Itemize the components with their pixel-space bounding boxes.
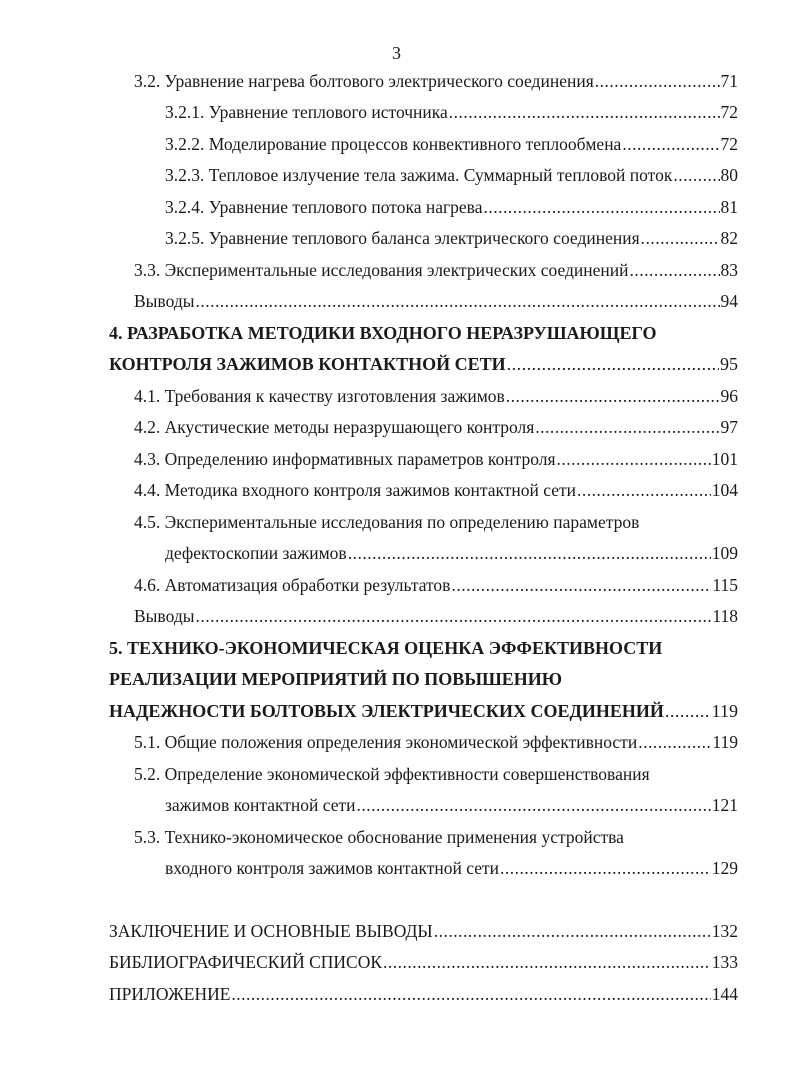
toc-entry-page: 71	[720, 71, 738, 91]
toc-entry-3-2[interactable]	[134, 70, 738, 92]
dot-leader	[577, 479, 711, 501]
dot-leader	[673, 164, 719, 186]
dot-leader	[557, 448, 711, 470]
toc-entry-3-2-2[interactable]	[165, 133, 738, 155]
toc-chapter-4-line1[interactable]: 4. РАЗРАБОТКА МЕТОДИКИ ВХОДНОГО НЕРАЗРУШАЮЩЕГО	[109, 323, 657, 343]
toc-entry-page: 101	[711, 449, 738, 469]
toc-entry-title: 4.2. Акустические методы неразрушающего контроля	[134, 417, 535, 437]
toc-chapter-5-line1[interactable]: 5. ТЕХНИКО-ЭКОНОМИЧЕСКАЯ ОЦЕНКА ЭФФЕКТИВНОСТИ	[109, 638, 663, 658]
toc-entry-page: 72	[720, 134, 738, 154]
toc-entry-title: Выводы	[134, 606, 195, 626]
toc-entry-5-1[interactable]	[134, 731, 738, 753]
toc-entry-page: 144	[711, 984, 738, 1004]
toc-entry-title: ПРИЛОЖЕНИЕ	[109, 984, 231, 1004]
toc-entry-page: 132	[711, 921, 738, 941]
toc-entry-page: 121	[711, 795, 738, 815]
toc-entry-title: 3.2.3. Тепловое излучение тела зажима. Суммарный тепловой поток	[165, 165, 673, 185]
toc-entry-page: 119	[712, 732, 738, 752]
toc-entry-title: КОНТРОЛЯ ЗАЖИМОВ КОНТАКТНОЙ СЕТИ	[109, 354, 506, 374]
toc-entry-title: 3.2.1. Уравнение теплового источника	[165, 102, 448, 122]
dot-leader	[434, 920, 711, 942]
toc-entry-page: 80	[720, 165, 738, 185]
toc-entry-title: 3.2.2. Моделирование процессов конвективного теплообмена	[165, 134, 622, 154]
toc-entry-page: 115	[712, 575, 738, 595]
toc-entry-4-1[interactable]	[134, 385, 738, 407]
dot-leader	[641, 227, 720, 249]
toc-entry-page: 104	[711, 480, 738, 500]
dot-leader	[383, 951, 711, 973]
toc-entry-page: 83	[720, 260, 738, 280]
dot-leader	[231, 983, 710, 1005]
toc-entry-page: 119	[711, 701, 738, 721]
dot-leader	[483, 196, 719, 218]
toc-chapter-5[interactable]	[109, 700, 738, 722]
toc-entry-title: дефектоскопии зажимов	[165, 543, 347, 563]
toc-entry-title: Выводы	[134, 291, 195, 311]
dot-leader	[195, 605, 711, 627]
toc-chapter-5-line2[interactable]: РЕАЛИЗАЦИИ МЕРОПРИЯТИЙ ПО ПОВЫШЕНИЮ	[109, 669, 563, 689]
toc-entry-title: входного контроля зажимов контактной сети	[165, 858, 499, 878]
dot-leader	[195, 290, 719, 312]
toc-entry-3-2-5[interactable]	[165, 227, 738, 249]
dot-leader	[506, 385, 720, 407]
toc-entry-title: 3.2.5. Уравнение теплового баланса электрического соединения	[165, 228, 640, 248]
toc-entry-conclusion[interactable]	[109, 920, 738, 942]
toc-entry-appendix[interactable]	[109, 983, 738, 1005]
dot-leader	[622, 133, 719, 155]
toc-chapter-4[interactable]	[109, 353, 738, 375]
toc-entry-title: 3.2. Уравнение нагрева болтового электрического соединения	[134, 71, 594, 91]
toc-entry-3-3[interactable]	[134, 259, 738, 281]
dot-leader	[348, 542, 711, 564]
toc-entry-4-conclusions[interactable]	[134, 605, 738, 627]
toc-entry-title: 4.4. Методика входного контроля зажимов контактной сети	[134, 480, 577, 500]
dot-leader	[595, 70, 720, 92]
toc-entry-3-2-1[interactable]	[165, 101, 738, 123]
dot-leader	[665, 700, 711, 722]
toc-entry-bibliography[interactable]	[109, 951, 738, 973]
toc-entry-title: 4.6. Автоматизация обработки результатов	[134, 575, 451, 595]
dot-leader	[357, 794, 711, 816]
toc-entry-page: 97	[720, 417, 738, 437]
toc-entry-4-2[interactable]	[134, 416, 738, 438]
toc-entry-5-2-line1[interactable]: 5.2. Определение экономической эффективности совершенствования	[134, 764, 650, 784]
toc-entry-page: 72	[720, 102, 738, 122]
toc-entry-3-2-4[interactable]	[165, 196, 738, 218]
toc-entry-title: 4.1. Требования к качеству изготовления зажимов	[134, 386, 505, 406]
toc-entry-5-3[interactable]	[165, 857, 738, 879]
toc-entry-title: 5.1. Общие положения определения экономической эффективности	[134, 732, 638, 752]
toc-entry-page: 96	[720, 386, 738, 406]
dot-leader	[500, 857, 711, 879]
toc-entry-title: 3.3. Экспериментальные исследования электрических соединений	[134, 260, 629, 280]
toc-entry-page: 82	[720, 228, 738, 248]
toc-entry-title: НАДЕЖНОСТИ БОЛТОВЫХ ЭЛЕКТРИЧЕСКИХ СОЕДИНЕНИЙ	[109, 701, 664, 721]
toc-entry-page: 129	[711, 858, 738, 878]
toc-entry-page: 95	[720, 354, 738, 374]
dot-leader	[449, 101, 720, 123]
toc-entry-4-3[interactable]	[134, 448, 738, 470]
dot-leader	[629, 259, 719, 281]
dot-leader	[535, 416, 719, 438]
toc-entry-3-2-3[interactable]	[165, 164, 738, 186]
toc-entry-page: 81	[720, 197, 738, 217]
toc-entry-title: 4.3. Определению информативных параметров контроля	[134, 449, 556, 469]
toc-entry-3-conclusions[interactable]	[134, 290, 738, 312]
toc-entry-page: 133	[711, 952, 738, 972]
toc-entry-title: 3.2.4. Уравнение теплового потока нагрева	[165, 197, 483, 217]
toc-entry-title: зажимов контактной сети	[165, 795, 356, 815]
toc-entry-4-5[interactable]	[165, 542, 738, 564]
dot-leader	[451, 574, 711, 596]
toc-entry-title: БИБЛИОГРАФИЧЕСКИЙ СПИСОК	[109, 952, 383, 972]
dot-leader	[638, 731, 711, 753]
toc-entry-page: 94	[720, 291, 738, 311]
dot-leader	[507, 353, 719, 375]
toc-entry-page: 118	[712, 606, 738, 626]
toc-entry-4-6[interactable]	[134, 574, 738, 596]
toc-entry-4-5-line1[interactable]: 4.5. Экспериментальные исследования по определению параметров	[134, 512, 640, 532]
toc-entry-page: 109	[711, 543, 738, 563]
toc-entry-5-2[interactable]	[165, 794, 738, 816]
toc-entry-title: ЗАКЛЮЧЕНИЕ И ОСНОВНЫЕ ВЫВОДЫ	[109, 921, 433, 941]
toc-entry-5-3-line1[interactable]: 5.3. Технико-экономическое обоснование применения устройства	[134, 827, 624, 847]
toc-entry-4-4[interactable]	[134, 479, 738, 501]
page-number: 3	[392, 43, 401, 63]
